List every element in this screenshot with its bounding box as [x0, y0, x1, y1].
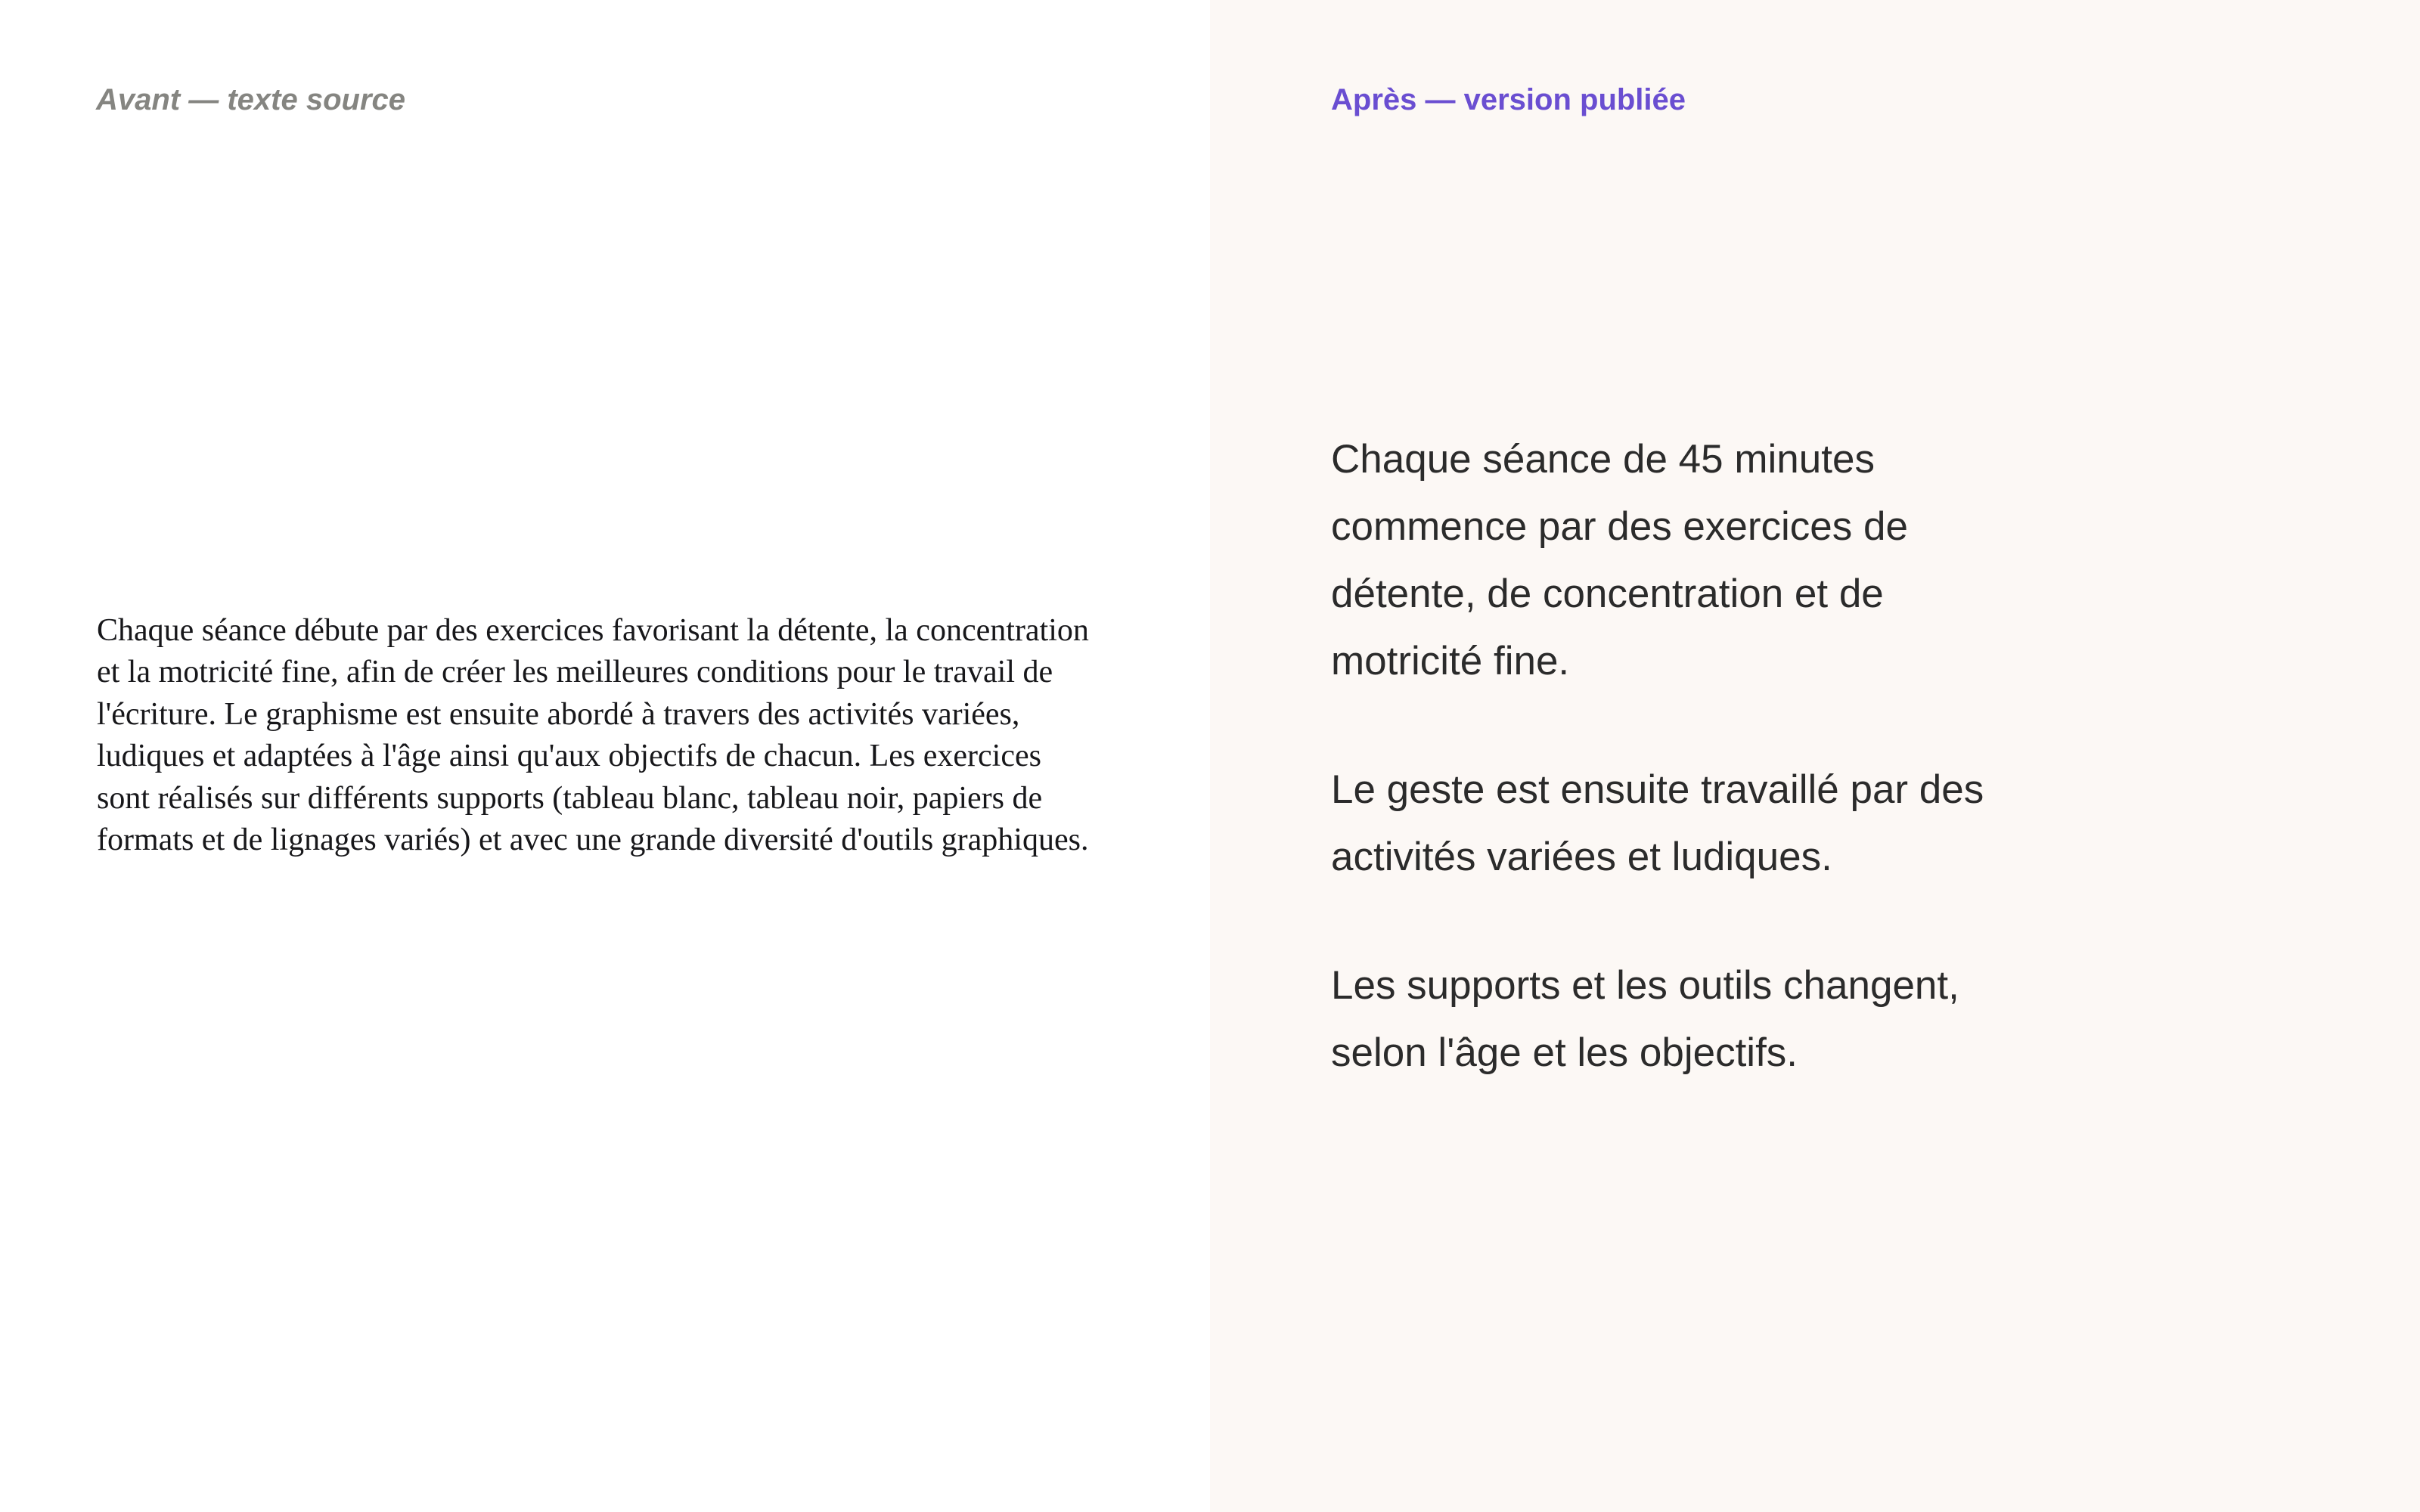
after-label: Après — version publiée — [1331, 83, 1686, 116]
before-label: Avant — texte source — [96, 83, 406, 116]
published-paragraph-2: Le geste est ensuite travaillé par des activités variées et ludiques. — [1331, 767, 1984, 879]
source-text: Chaque séance débute par des exercices favorisant la détente, la concentration et la motricité fine, afin de créer les meilleures conditions pour le travail de l'écriture. Le graphisme est ensuite abordé à travers des activités variées, ludiques et adaptées à l'âge ainsi qu'aux objectifs de chacun. Les exercices sont réalisés sur différents supports (tableau blanc, tableau noir, papiers de formats et de lignages variés) et avec une grande diversité d'outils graphiques. — [97, 613, 1089, 858]
after-panel — [1210, 0, 2420, 1512]
published-paragraph-3: Les supports et les outils changent, selon l'âge et les objectifs. — [1331, 963, 1959, 1075]
published-text — [1331, 426, 2042, 1086]
published-paragraph-1: Chaque séance de 45 minutes commence par des exercices de détente, de concentration et de motricité fine. — [1331, 437, 1908, 683]
